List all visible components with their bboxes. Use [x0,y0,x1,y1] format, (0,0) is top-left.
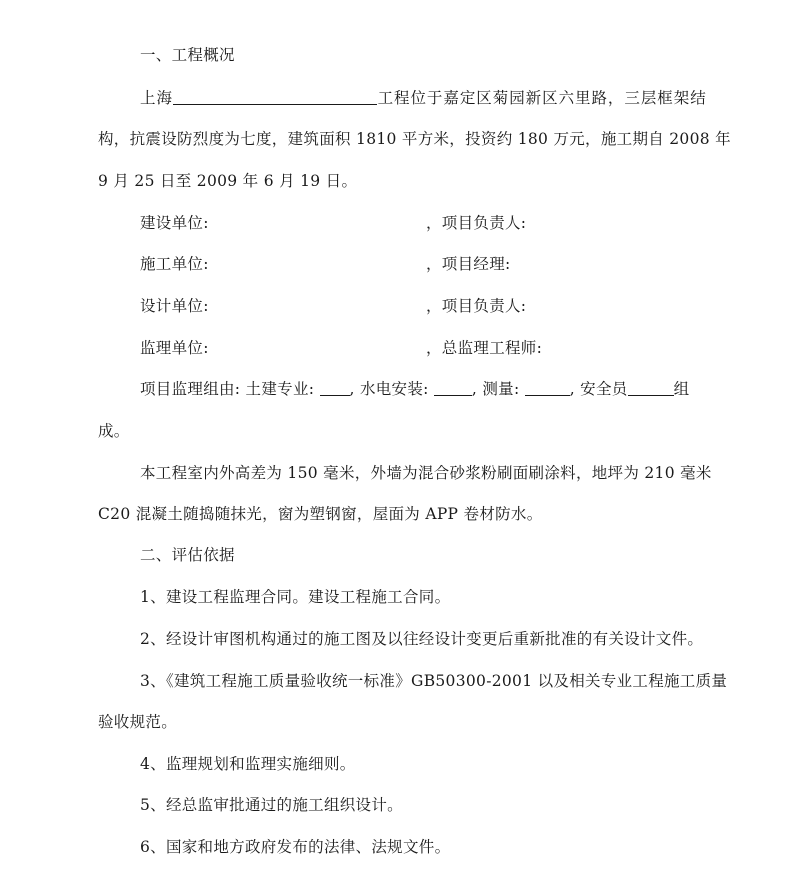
unit-label-construction: 建设单位: [140,214,209,232]
building-line-1: 本工程室内外高差为 150 毫米，外墙为混合砂浆粉刷面刷涂料，地坪为 210 毫米 [140,464,712,482]
section-heading-overview: 一、工程概况 [140,46,235,64]
team-line-2: 成。 [98,422,130,440]
mep-blank [434,379,472,396]
unit-role-design: ，项目负责人: [426,297,527,315]
overview-suffix: 工程位于嘉定区菊园新区六里路，三层框架结 [376,89,706,107]
team-text-civil: 项目监理组由: 土建专业: [140,380,320,398]
basis-item-2: 2、经设计审图机构通过的施工图及以往经设计变更后重新批准的有关设计文件。 [140,630,704,648]
basis-item-4: 4、监理规划和监理实施细则。 [140,755,356,773]
project-name-blank [173,88,377,105]
team-line-1 [140,378,689,400]
basis-item-5: 5、经总监审批通过的施工组织设计。 [140,796,403,814]
overview-line-1 [140,87,706,109]
survey-blank [525,379,570,396]
unit-role-construction: ，项目负责人: [426,214,527,232]
overview-line-2: 构，抗震设防烈度为七度，建筑面积 1810 平方米，投资约 180 万元，施工期自 2008 年 [98,130,731,148]
team-text-safety: , 安全员 [569,380,628,398]
civil-blank [320,379,350,396]
safety-blank [628,379,674,396]
section-heading-basis: 二、评估依据 [140,546,235,564]
basis-item-3-continued: 验收规范。 [98,713,178,731]
overview-prefix: 上海 [140,89,173,107]
unit-label-builder: 施工单位: [140,255,209,273]
overview-line-3: 9 月 25 日至 2009 年 6 月 19 日。 [98,172,358,190]
team-text-end: 组 [673,380,690,398]
building-line-2: C20 混凝土随捣随抹光，窗为塑钢窗，屋面为 APP 卷材防水。 [98,505,543,523]
team-text-mep: , 水电安装: [349,380,434,398]
unit-role-builder: ，项目经理: [426,255,511,273]
basis-item-6: 6、国家和地方政府发布的法律、法规文件。 [140,838,451,856]
unit-label-design: 设计单位: [140,297,209,315]
unit-role-supervision: ，总监理工程师: [426,339,543,357]
unit-label-supervision: 监理单位: [140,339,209,357]
basis-item-3: 3、《建筑工程施工质量验收统一标准》GB50300-2001 以及相关专业工程施工质量 [140,672,728,690]
team-text-survey: , 测量: [471,380,525,398]
basis-item-1: 1、建设工程监理合同。建设工程施工合同。 [140,588,451,606]
